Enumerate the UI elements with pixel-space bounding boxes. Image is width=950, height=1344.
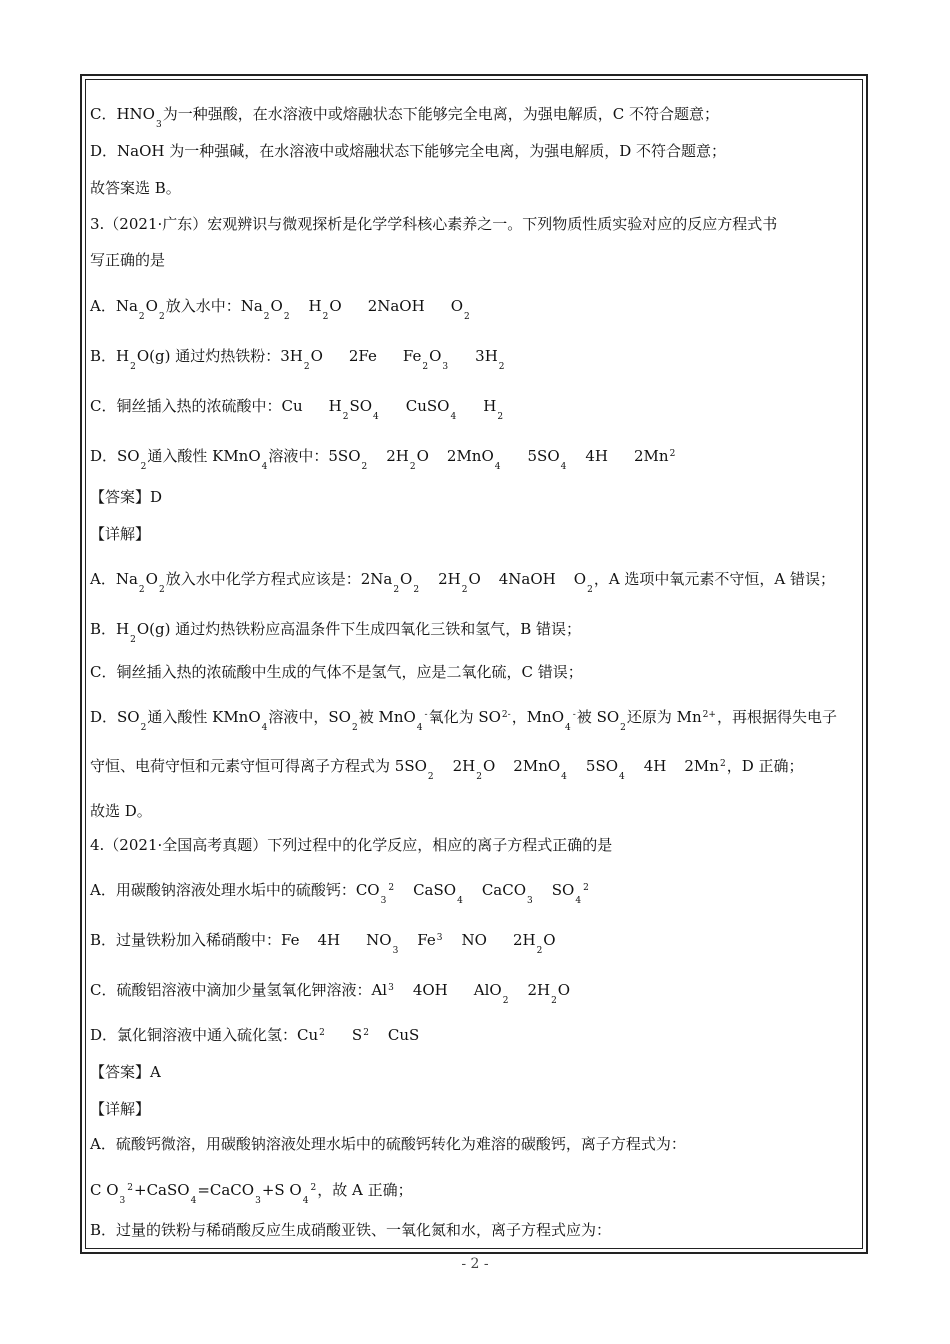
explanation-a-equation: C O32+CaSO4=CaCO3+S O42，故 A 正确； <box>90 1181 413 1206</box>
answer-label: 【答案】D <box>90 488 163 506</box>
explanation-c: C．铜丝插入热的浓硫酸中生成的气体不是氢气，应是二氧化硫，C 错误； <box>90 663 583 681</box>
detail-label: 【详解】 <box>90 525 151 543</box>
explanation-d-cont: 守恒、电荷守恒和元素守恒可得离子方程式为 5SO22H2O 2MnO45SO44H 2Mn2，D 正确； <box>90 757 804 782</box>
option-b: B．过量铁粉加入稀硝酸中：Fe 4H NO3Fe3 NO 2H2O <box>90 931 556 956</box>
option-a: A．用碳酸钠溶液处理水垢中的硫酸钙：CO32 CaSO4CaCO3SO42 <box>90 881 589 906</box>
option-c: C．硫酸铝溶液中滴加少量氢氧化钾溶液：Al3 4OH AlO22H2O <box>90 981 571 1006</box>
option-b: B．H2O(g) 通过灼热铁粉：3H2O 2Fe Fe2O33H2 <box>90 347 505 372</box>
detail-label: 【详解】 <box>90 1100 151 1118</box>
option-d: D．SO2通入酸性 KMnO4溶液中：5SO22H2O 2MnO45SO44H 2Mn2 <box>90 447 676 472</box>
text-line: D．NaOH 为一种强碱，在水溶液中或熔融状态下能够完全电离，为强电解质，D 不符合题意； <box>90 142 727 160</box>
explanation-a: A．硫酸钙微溶，用碳酸钠溶液处理水垢中的硫酸钙转化为难溶的碳酸钙，离子方程式为： <box>90 1135 686 1153</box>
answer-label: 【答案】A <box>90 1063 161 1081</box>
explanation-b: B．过量的铁粉与稀硝酸反应生成硝酸亚铁、一氧化氮和水，离子方程式应为： <box>90 1221 612 1239</box>
explanation-b: B．H2O(g) 通过灼热铁粉应高温条件下生成四氧化三铁和氢气，B 错误； <box>90 620 582 645</box>
page-number: - 2 - <box>461 1256 489 1272</box>
option-a: A．Na2O2放入水中：Na2O2H2O 2NaOH O2 <box>90 297 470 322</box>
explanation-a: A．Na2O2放入水中化学方程式应该是：2Na2O22H2O 4NaOH O2，A 选项中氧元素不守恒，A 错误； <box>90 570 836 595</box>
text-line: 故答案选 B。 <box>90 179 181 197</box>
explanation-conclusion: 故选 D。 <box>90 802 152 820</box>
option-c: C．铜丝插入热的浓硫酸中：Cu H2SO4CuSO4H2 <box>90 397 504 422</box>
question-3-stem-cont: 写正确的是 <box>90 251 166 269</box>
text-line: C．HNO3为一种强酸，在水溶液中或熔融状态下能够完全电离，为强电解质，C 不符合题意； <box>90 105 719 130</box>
question-3-stem: 3.（2021·广东）宏观辨识与微观探析是化学学科核心素养之一。下列物质性质实验对应的反应方程式书 <box>90 215 778 233</box>
question-4-stem: 4.（2021·全国高考真题）下列过程中的化学反应，相应的离子方程式正确的是 <box>90 836 613 854</box>
option-d: D．氯化铜溶液中通入硫化氢：Cu2 S2 CuS <box>90 1026 420 1044</box>
explanation-d: D．SO2通入酸性 KMnO4溶液中，SO2被 MnO4-氧化为 SO2-，MnO4-被 SO2还原为 Mn2+，再根据得失电子 <box>90 708 837 733</box>
